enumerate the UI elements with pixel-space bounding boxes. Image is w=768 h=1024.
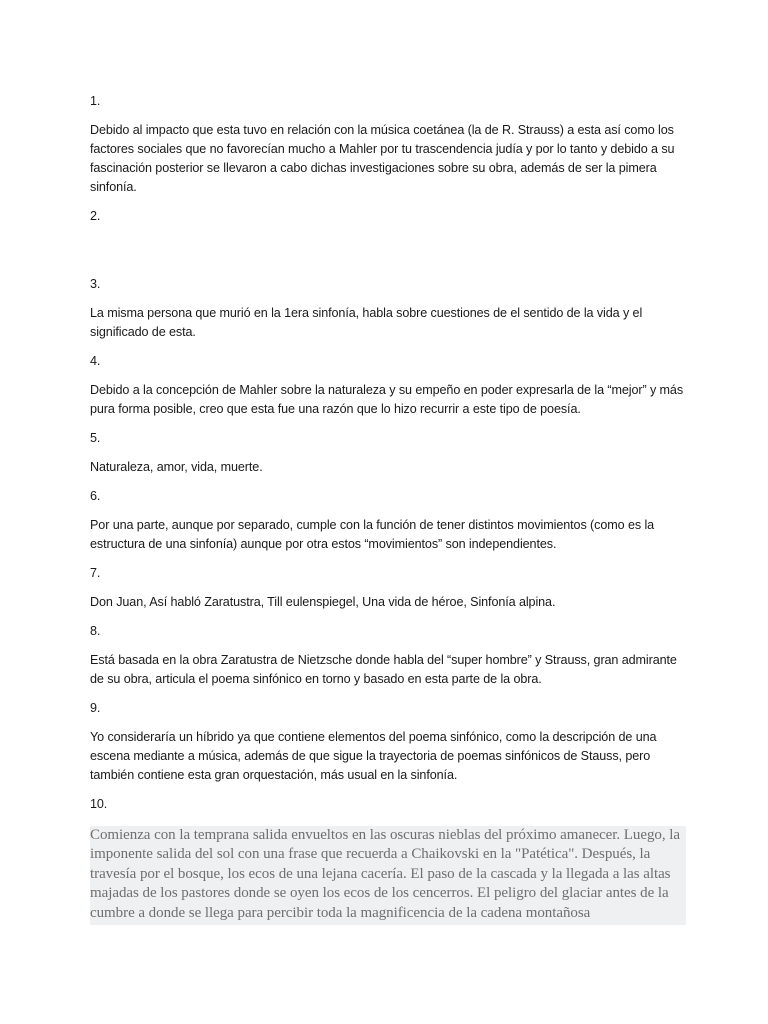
answer-7: Don Juan, Así habló Zaratustra, Till eulenspiegel, Una vida de héroe, Sinfonía alpina.	[90, 595, 556, 609]
question-number-9: 9.	[90, 701, 101, 715]
question-number-10: 10.	[90, 797, 108, 811]
answer-6: Por una parte, aunque por separado, cumple con la función de tener distintos movimientos (como es la estructura de una sinfonía) aunque por otra estos “movimientos” son independientes.	[90, 518, 655, 551]
answer-8: Está basada en la obra Zaratustra de Nietzsche donde habla del “super hombre” y Strauss, gran admirante de su obra, articula el poema sinfónico en torno y basado en esta parte de la obra.	[90, 653, 677, 686]
answer-5: Naturaleza, amor, vida, muerte.	[90, 460, 263, 474]
question-number-6: 6.	[90, 489, 101, 503]
answer-10-quoted-passage: Comienza con la temprana salida envueltos en las oscuras nieblas del próximo amanecer. Luego, la imponente salida del sol con una frase que recuerda a Chaikovski en la "Patética". Después, la travesía por el bosque, los ecos de una lejana cacería. El paso de la cascada y la llegada a las altas majadas de los pastores donde se oyen los ecos de los cencerros. El peligro del glaciar antes de la cumbre a donde se llega para percibir toda la magnificencia de la cadena montañosa	[90, 826, 686, 925]
question-number-4: 4.	[90, 354, 101, 368]
answer-9: Yo consideraría un híbrido ya que contiene elementos del poema sinfónico, como la descripción de una escena mediante a música, además de que sigue la trayectoria de poemas sinfónicos de Stauss, pero también contiene esta gran orquestación, más usual en la sinfonía.	[90, 730, 657, 782]
question-number-1: 1.	[90, 94, 101, 108]
question-number-8: 8.	[90, 624, 101, 638]
question-number-3: 3.	[90, 277, 101, 291]
answer-1: Debido al impacto que esta tuvo en relación con la música coetánea (la de R. Strauss) a esta así como los factores sociales que no favorecían mucho a Mahler por tu trascendencia judía y por lo tanto y debido a su fascinación posterior se llevaron a cabo dichas investigaciones sobre su obra, además de ser la pimera sinfonía.	[90, 123, 675, 194]
document-page	[90, 92, 686, 925]
answer-4: Debido a la concepción de Mahler sobre la naturaleza y su empeño en poder expresarla de la “mejor” y más pura forma posible, creo que esta fue una razón que lo hizo recurrir a este tipo de poesía.	[90, 383, 684, 416]
question-number-5: 5.	[90, 431, 101, 445]
question-number-2: 2.	[90, 209, 101, 223]
answer-3: La misma persona que murió en la 1era sinfonía, habla sobre cuestiones de el sentido de la vida y el significado de esta.	[90, 306, 643, 339]
question-number-7: 7.	[90, 566, 101, 580]
answer-2-empty	[90, 236, 686, 275]
